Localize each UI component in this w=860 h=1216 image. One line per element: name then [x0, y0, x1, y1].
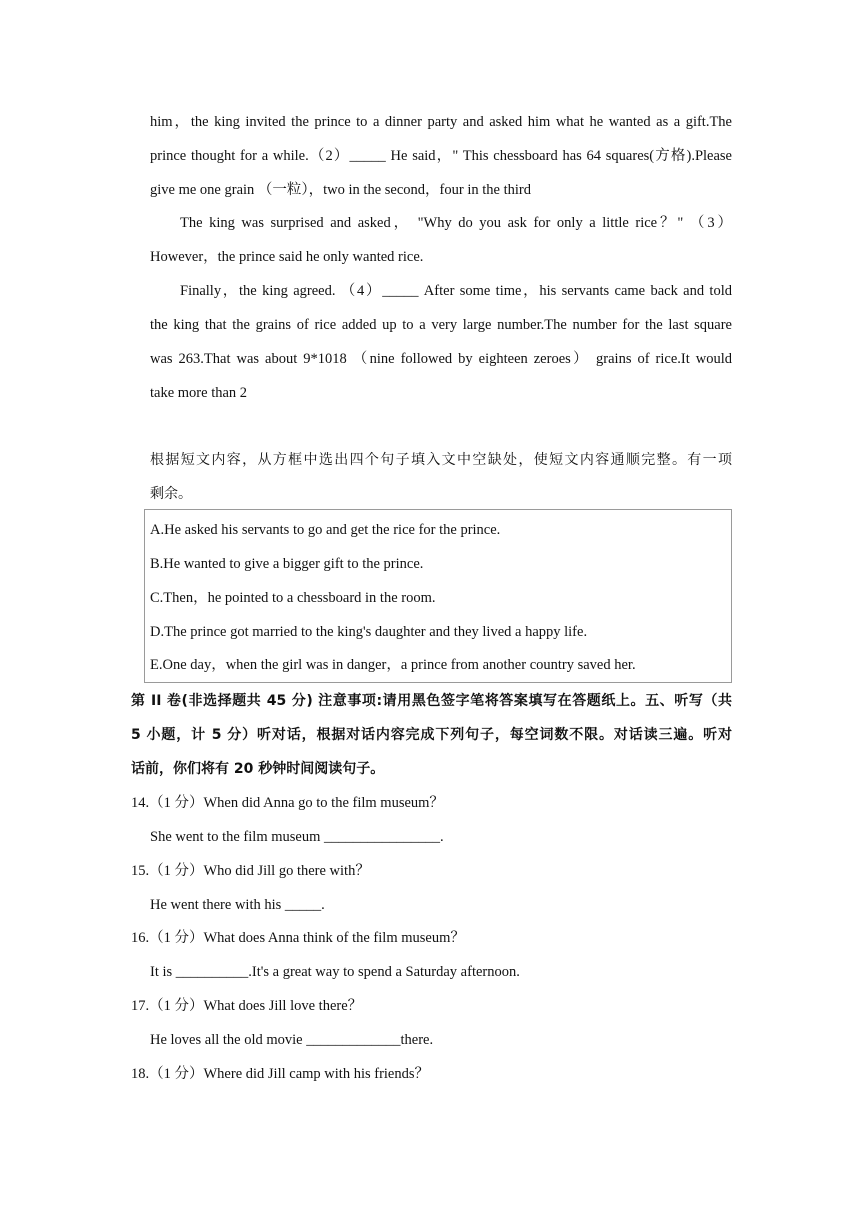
section-heading: 第 II 卷(非选择题共 45 分) 注意事项:请用黑色签字笔将答案填写在答题纸上。五、听写（共 [131, 693, 732, 709]
question-14: 14.（1 分）When did Anna go to the film museum？ [131, 795, 444, 811]
option-a: A.He asked his servants to go and get the rice for the prince. [150, 522, 501, 538]
option-d: D.The prince got married to the king's daughter and they lived a happy life. [150, 624, 588, 640]
passage-line: However，the prince said he only wanted rice. [150, 249, 424, 265]
passage-line: was 263.That was about 9*1018 （nine followed by eighteen zeroes） grains of rice.It would [150, 351, 732, 367]
options-box [144, 509, 732, 683]
passage-line: him，the king invited the prince to a dinner party and asked him what he wanted as a gift.The [150, 114, 732, 130]
passage-line: The king was surprised and asked， "Why do you ask for only a little rice？" （3） [180, 215, 732, 231]
instruction-line: 根据短文内容，从方框中选出四个句子填入文中空缺处，使短文内容通顺完整。有一项 [150, 452, 732, 468]
question-15: 15.（1 分）Who did Jill go there with？ [131, 863, 370, 879]
passage-line: take more than 2 [150, 385, 248, 401]
passage-line: the king that the grains of rice added up to a very large number.The number for the last square [150, 317, 732, 333]
answer-16: It is __________.It's a great way to spend a Saturday afternoon. [150, 964, 520, 980]
option-b: B.He wanted to give a bigger gift to the prince. [150, 556, 424, 572]
section-heading: 话前，你们将有 20 秒钟时间阅读句子。 [131, 761, 385, 777]
option-e: E.One day，when the girl was in danger，a prince from another country saved her. [150, 657, 636, 673]
passage-line: give me one grain （一粒），two in the second，four in the third [150, 182, 531, 198]
instruction-line: 剩余。 [150, 486, 192, 502]
passage-line: prince thought for a while.（2）_____ He said，" This chessboard has 64 squares(方格).Please [150, 148, 732, 164]
question-16: 16.（1 分）What does Anna think of the film museum？ [131, 930, 465, 946]
answer-14: She went to the film museum ________________. [150, 829, 444, 845]
answer-17: He loves all the old movie _____________there. [150, 1032, 434, 1048]
section-heading: 5 小题，计 5 分）听对话，根据对话内容完成下列句子，每空词数不限。对话读三遍。听对 [131, 727, 732, 743]
option-c: C.Then，he pointed to a chessboard in the room. [150, 590, 436, 606]
answer-15: He went there with his _____. [150, 897, 325, 913]
question-18: 18.（1 分）Where did Jill camp with his friends？ [131, 1066, 430, 1082]
passage-line: Finally，the king agreed. （4）_____ After some time，his servants came back and told [180, 283, 732, 299]
question-17: 17.（1 分）What does Jill love there？ [131, 998, 363, 1014]
